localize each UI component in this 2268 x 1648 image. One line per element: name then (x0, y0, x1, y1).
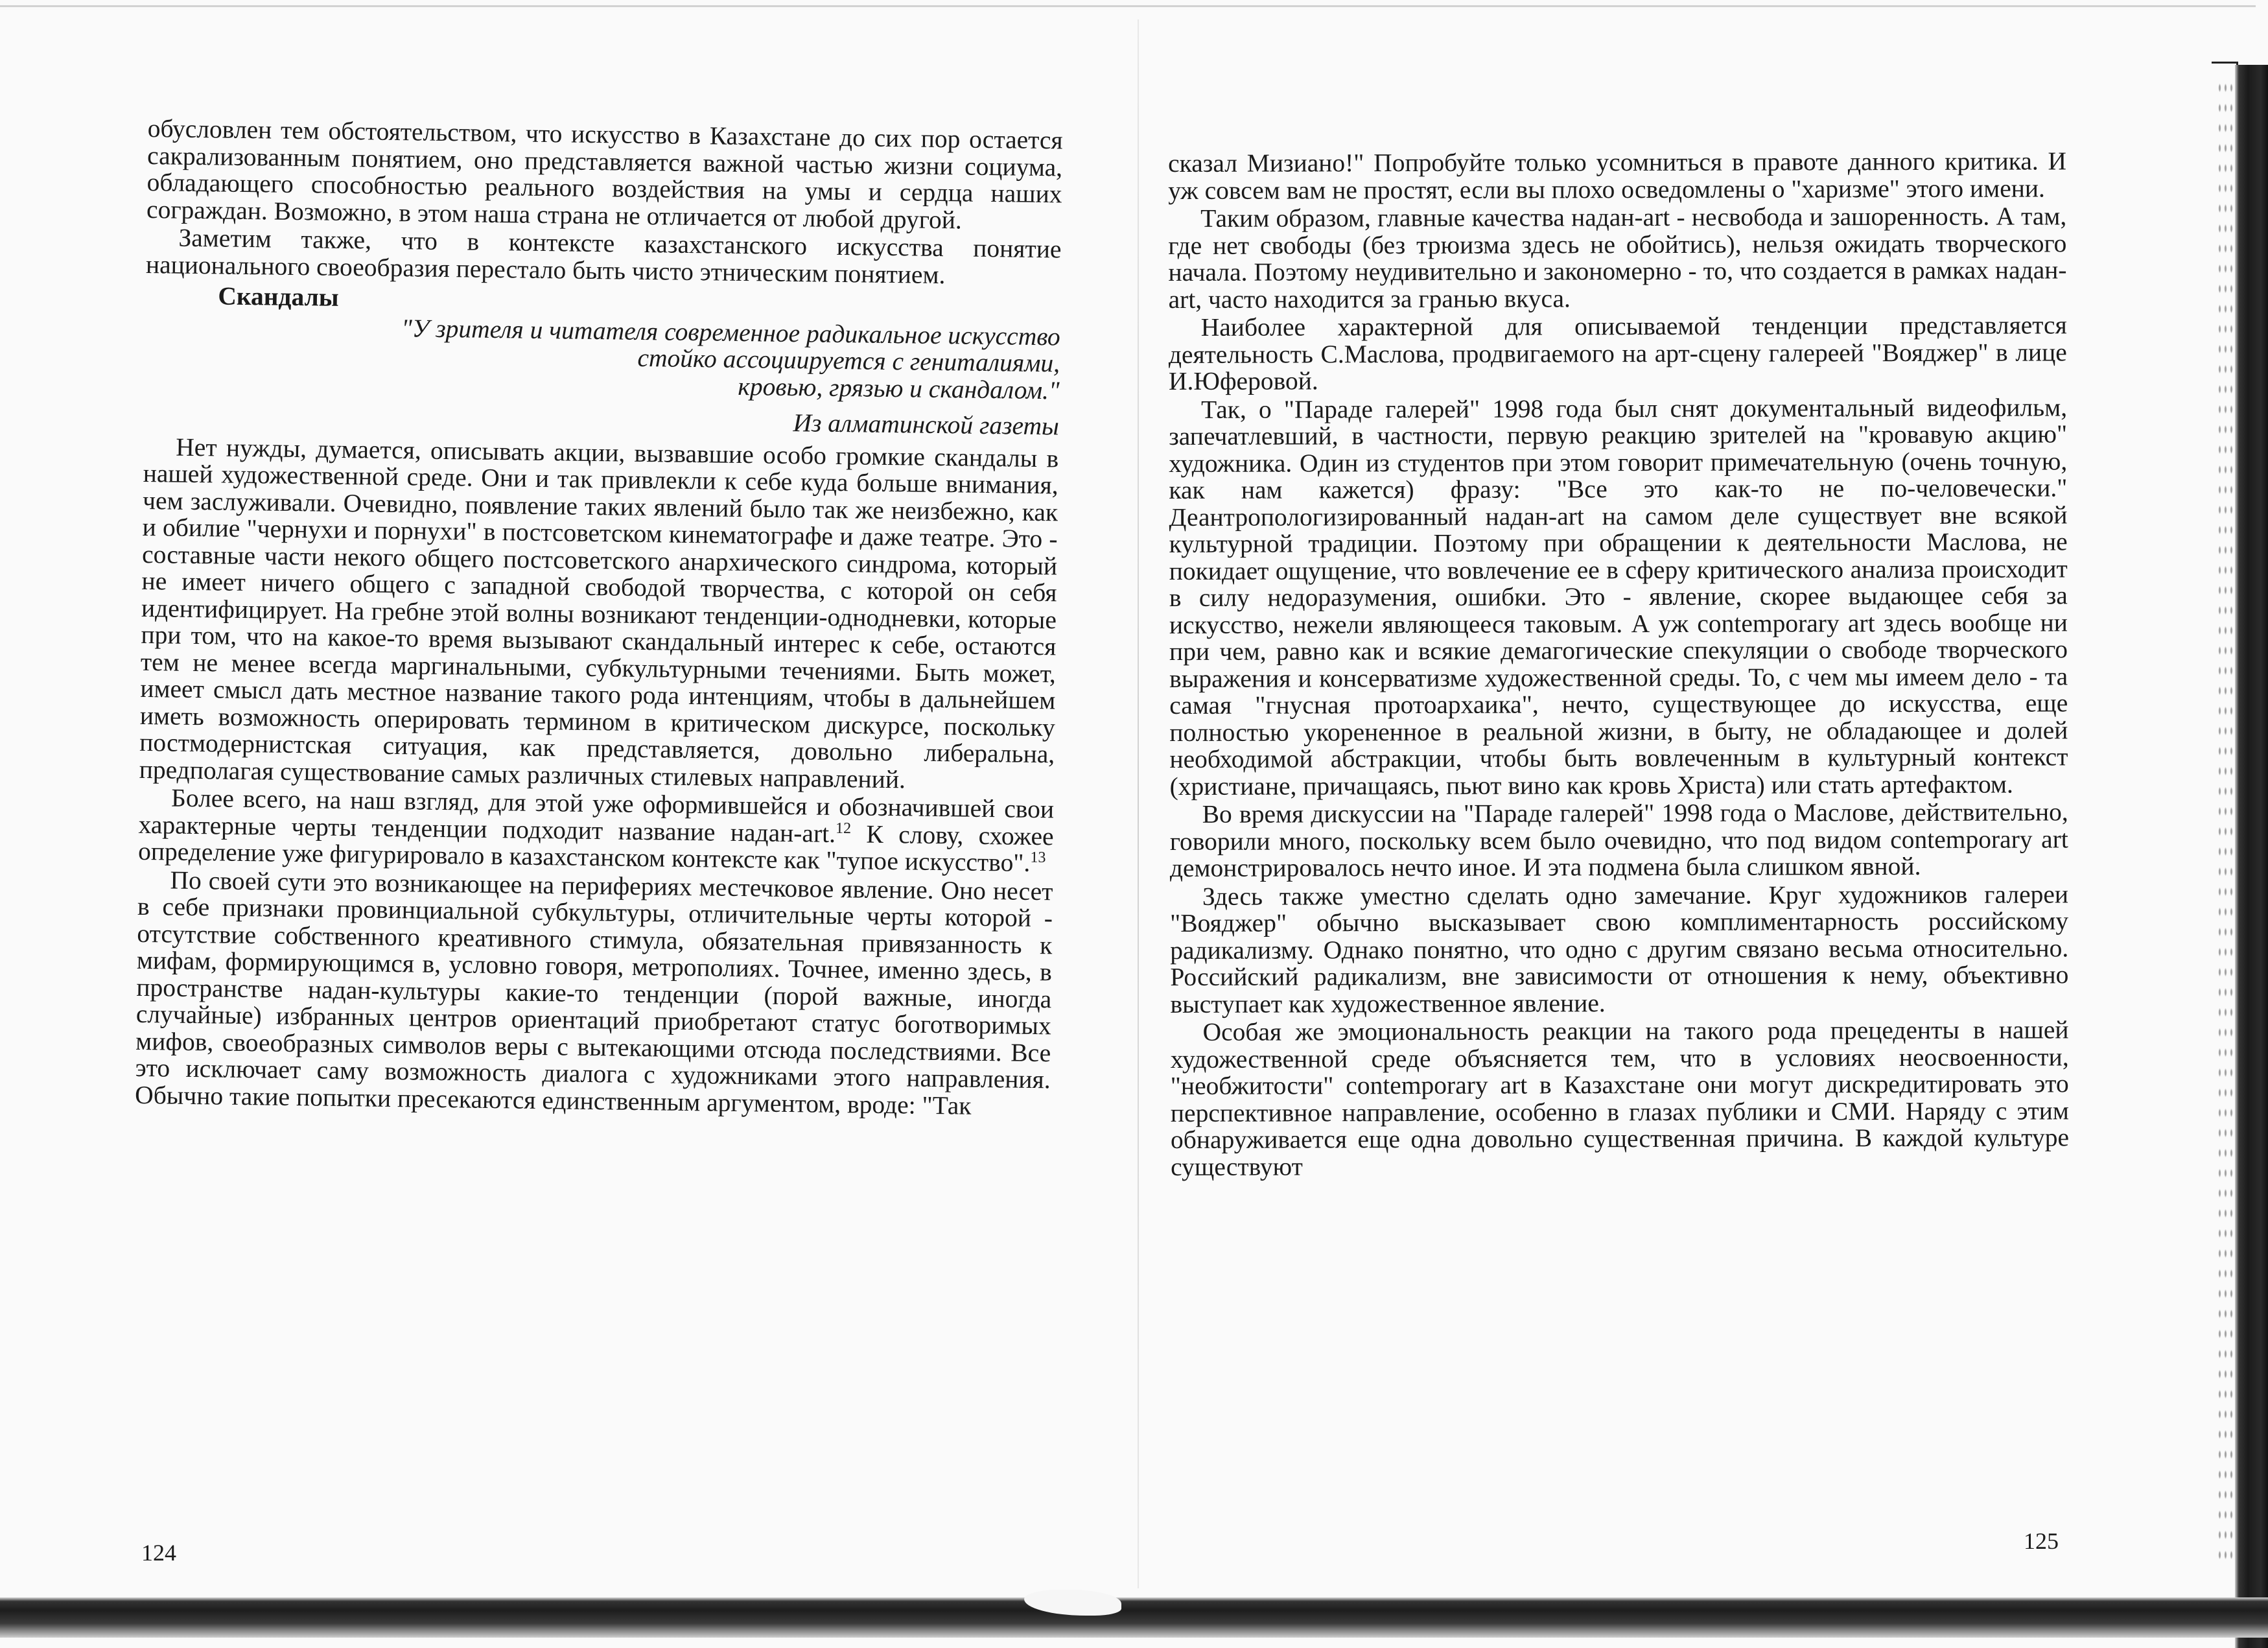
right-paragraph-5: Во время дискуссии на "Параде галерей" 1998 года о Маслове, действительно, говорили много, поскольку всем было очевидно, что под видом contemporary art демонстрировалось нечто иное. И эта подмена была слишком явной. (1169, 797, 2068, 882)
footnote-ref-13: 13 (1030, 849, 1046, 867)
epigraph-line: "У зрителя и читателя современное радикальное искусство (401, 313, 1060, 351)
right-page (1168, 148, 2069, 1182)
page-number-left: 124 (141, 1540, 176, 1566)
epigraph-line: кровью, грязью и скандалом." (738, 371, 1060, 405)
right-paragraph-3: Наиболее характерной для описываемой тенденции представляется деятельность С.Маслова, продвигаемого на арт-сцену галереей "Вояджер" в лице И.Юферовой. (1168, 311, 2067, 395)
epigraph-source: Из алматинской газеты (793, 408, 1060, 441)
page-number-right: 125 (2024, 1528, 2059, 1554)
scan-noise (2217, 78, 2235, 1569)
right-paragraph-7: Особая же эмоциональность реакции на такого рода прецеденты в нашей художественной среде объясняется тем, что в условиях неосвоенности, "необжитости" contemporary art в Казахстане они могут дискредитировать это перспективное направление, особенно в глазах публики и СМИ. Наряду с этим обнаруживается еще одна довольно существенная причина. В каждой культуре существуют (1170, 1015, 2070, 1181)
epigraph (144, 311, 1060, 404)
left-paragraph-5: По своей сути это возникающее на перифериях местечковое явление. Оно несет в себе признаки провинциальной субкультуры, отличительные черты которой - отсутствие собственного креативного стимула, обязательная привязанность к мифам, формирующимся в, условно говоря, метрополиях. Точнее, именно здесь, в пространстве надан-культуры какие-то тенденции (порой важные, иногда случайные) избранных центров ориентаций приобретают статус боготворимых мифов, своеобразных символов веры с вытекающими отсюда последствиями. Все это исключает саму возможность диалога с художниками этого направления. Обычно такие попытки пресекаются единственным аргументом, вроде: "Так (134, 865, 1053, 1120)
paragraph-text: Более всего, на наш взгляд, для этой уже оформившейся и обозначившей свои характерные черты тенденции подходит название надан-art. (138, 783, 1055, 848)
right-paragraph-6: Здесь также уместно сделать одно замечание. Круг художников галереи "Вояджер" обычно высказывает свою комплиментарность российскому радикализму. Однако понятно, что одно с другим связано весьма относительно. Российский радикализм, вне зависимости от отношения к нему, объективно выступает как художественное явление. (1170, 879, 2069, 1018)
section-heading-scandals: Скандалы (218, 281, 339, 312)
epigraph-line: стойко ассоциируется с гениталиями, (637, 343, 1060, 378)
left-paragraph-3: Нет нужды, думается, описывать акции, вызвавшие особо громкие скандалы в нашей художественной среде. Они и так привлекли к себе куда больше внимания, чем заслуживали. Очевидно, появление таких явлений было так же неизбежно, как и обилие "чернухи и порнухи" в постсоветском кинематографе и даже театре. Это - составные части некого общего постсоветского анархического синдрома, который не имеет ничего общего с западной свободой творчества, с которой он себя идентифицирует. На гребне этой волны возникают тенденции-однодневки, которые при том, что на какое-то время вызывают скандальный интерес к себе, остаются тем не менее всегда маргинальными, субкультурными течениями. Быть может, имеет смысл дать местное название такого рода интенциям, чтобы в дальнейшем иметь возможность оперировать термином в критическом дискурсе, поскольку постмодернистская ситуация, как представляется, довольно либеральна, предполагая существование самых различных стилевых направлений. (139, 432, 1059, 794)
right-paragraph-1: сказал Мизиано!" Попробуйте только усомниться в правоте данного критика. И уж совсем вам не простят, если вы плохо осведомлены о "харизме" этого имени. (1167, 147, 2067, 205)
bottom-cover-edge (0, 1597, 2268, 1638)
right-paragraph-2: Таким образом, главные качества надан-art - несвобода и зашоренность. А там, где нет свободы (без трюизма здесь не обойтись), нельзя ожидать творческого начала. Поэтому неудивительно и закономерно - то, что создается в рамках надан-art, часто находится за гранью вкуса. (1168, 202, 2067, 314)
footnote-ref-12: 12 (835, 819, 852, 837)
book-spine-gutter (1138, 19, 1139, 1588)
left-paragraph-4 (138, 784, 1055, 877)
left-paragraph-2: Заметим также, что в контексте казахстанского искусства понятие национального своеобразия перестало быть чисто этническим понятием. (145, 223, 1062, 289)
top-page-edge (0, 5, 2256, 7)
paragraph-text: К слову, схожее определение уже фигурировало в казахстанском контексте как "тупое искусство". (137, 819, 1054, 877)
left-page (135, 115, 1063, 1122)
right-cover-edge (2235, 65, 2268, 1648)
left-paragraph-1: обусловлен тем обстоятельством, что искусство в Казахстане до сих пор остается сакрализованным понятием, оно представляется важной частью жизни социума, обладающего способностью реального воздействия на умы и сердца наших сограждан. Возможно, в этом наша страна не отличается от любой другой. (146, 114, 1063, 234)
right-paragraph-4: Так, о "Параде галерей" 1998 года был снят документальный видеофильм, запечатлевший, в частности, первую реакцию зрителей на "кровавую акцию" художника. Один из студентов при этом говорит примечательную (очень точную, как нам кажется) фразу: "Все это как-то не по-человечески." Деантропологизированный надан-art на самом деле существует вне всякой культурной традиции. Поэтому при обращении к деятельности Маслова, не покидает ощущение, что вовлечение ее в сферу критического анализа происходит в силу недоразумения, ошибки. Это - явление, скорее выдающее себя за искусство, нежели являющееся таковым. А уж contemporary art здесь вообще ни при чем, равно как и всякие демагогические спекуляции о свободе творческого выражения и консерватизме художественной среды. То, с чем мы имеем дело - та самая "гнусная протоархаика", нечто, существующее до искусства, еще полностью укорененное в реальной жизни, в быту, не обладающее и долей необходимой абстракции, чтобы быть вовлеченным в культурный контекст (христиане, причащаясь, пьют вино как кровь Христа) или стать артефактом. (1169, 392, 2068, 801)
